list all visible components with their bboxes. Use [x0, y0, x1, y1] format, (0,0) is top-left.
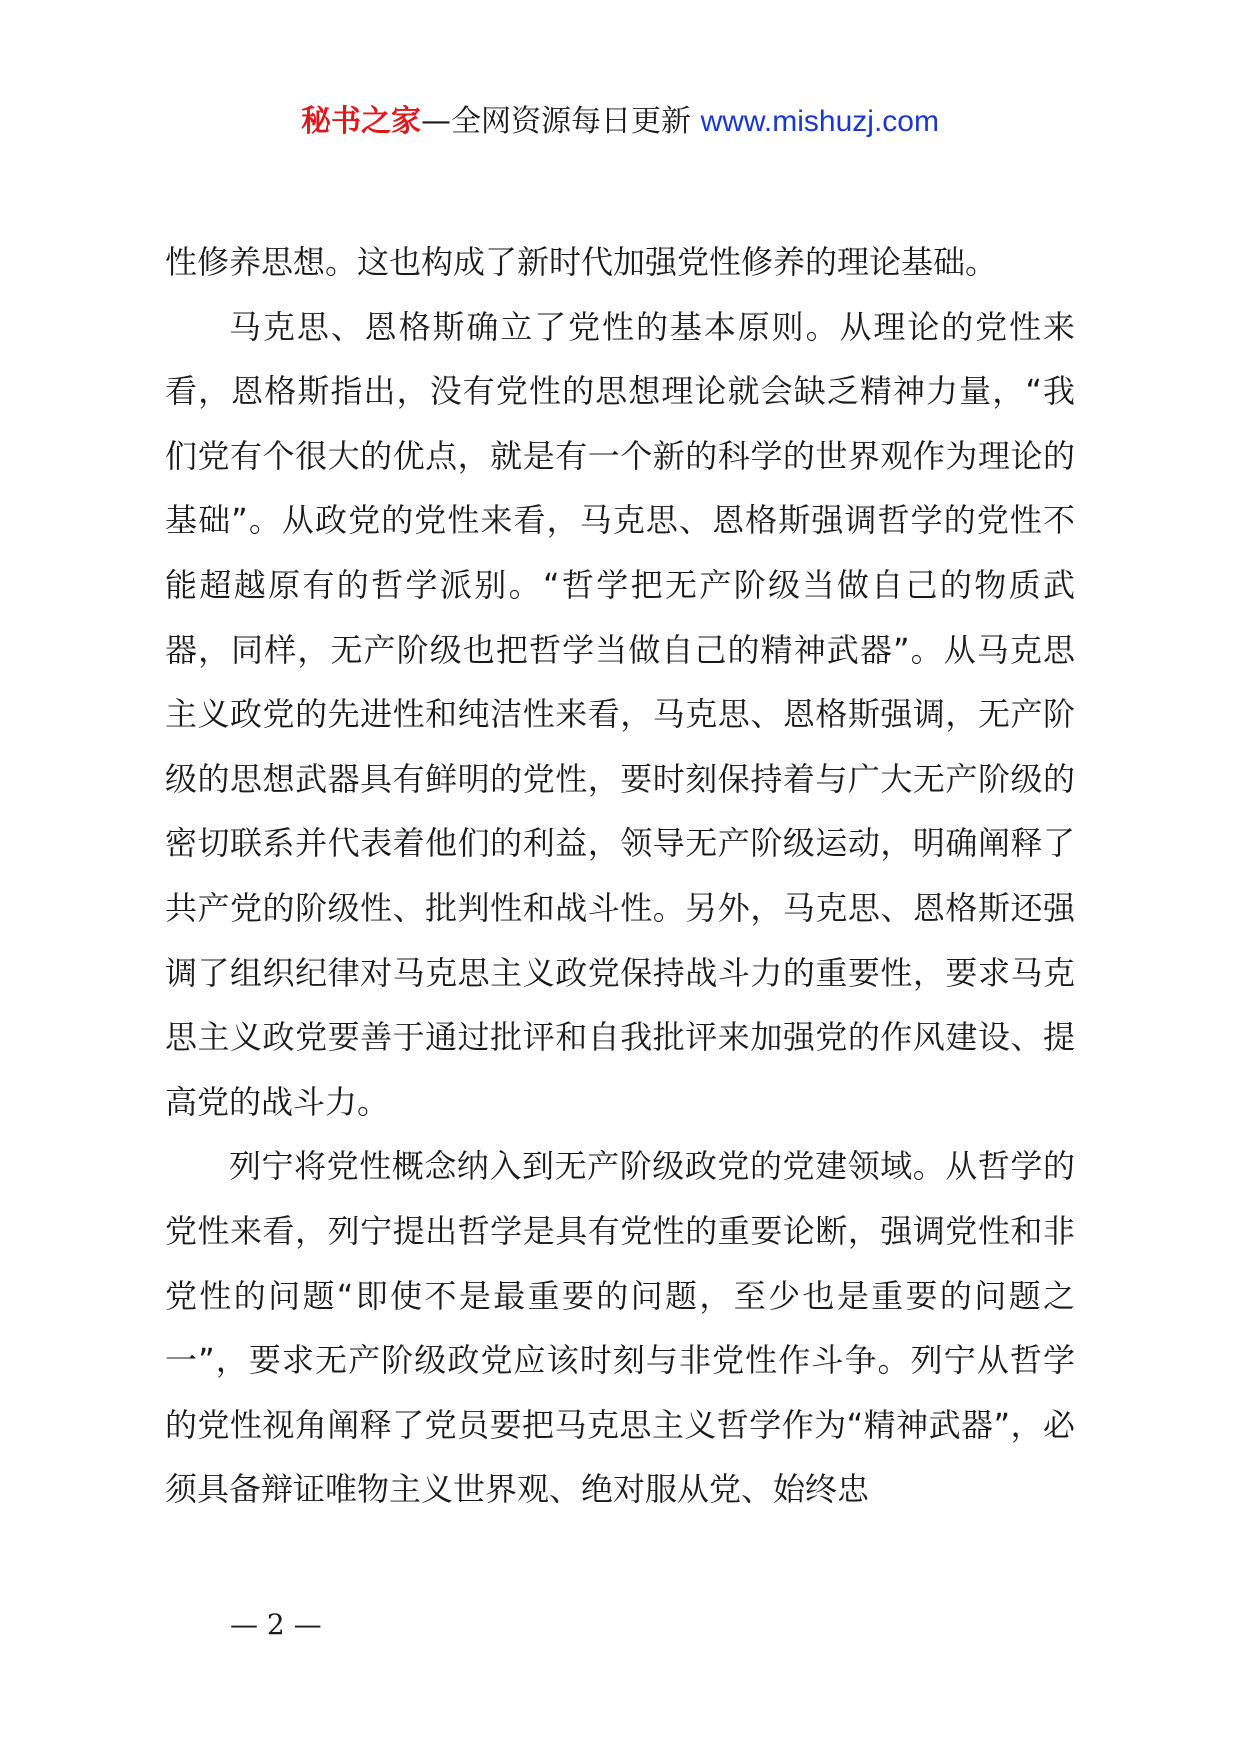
- site-brand: 秘书之家: [301, 104, 422, 139]
- site-tagline: —全网资源每日更新: [421, 104, 692, 139]
- site-url-link[interactable]: www.mishuzj.com: [700, 105, 939, 138]
- site-header: [0, 100, 1240, 144]
- paragraph-continuation: 性修养思想。这也构成了新时代加强党性修养的理论基础。: [165, 243, 998, 281]
- document-body: [165, 230, 1075, 1522]
- paragraph-marx-engels: 马克思、恩格斯确立了党性的基本原则。从理论的党性来看，恩格斯指出，没有党性的思想理论就会缺乏精神力量，“我们党有个很大的优点，就是有一个新的科学的世界观作为理论的基础”。从政党的党性来看，马克思、恩格斯强调哲学的党性不能超越原有的哲学派别。“哲学把无产阶级当做自己的物质武器，同样，无产阶级也把哲学当做自己的精神武器”。从马克思主义政党的先进性和纯洁性来看，马克思、恩格斯强调，无产阶级的思想武器具有鲜明的党性，要时刻保持着与广大无产阶级的密切联系并代表着他们的利益，领导无产阶级运动，明确阐释了共产党的阶级性、批判性和战斗性。另外，马克思、恩格斯还强调了组织纪律对马克思主义政党保持战斗力的重要性，要求马克思主义政党要善于通过批评和自我批评来加强党的作风建设、提高党的战斗力。: [165, 307, 1075, 1121]
- page-number: — 2 —: [230, 1608, 322, 1641]
- paragraph-lenin: 列宁将党性概念纳入到无产阶级政党的党建领域。从哲学的党性来看，列宁提出哲学是具有党性的重要论断，强调党性和非党性的问题“即使不是最重要的问题，至少也是重要的问题之一”，要求无产阶级政党应该时刻与非党性作斗争。列宁从哲学的党性视角阐释了党员要把马克思主义哲学作为“精神武器”，必须具备辩证唯物主义世界观、绝对服从党、始终忠: [165, 1147, 1075, 1509]
